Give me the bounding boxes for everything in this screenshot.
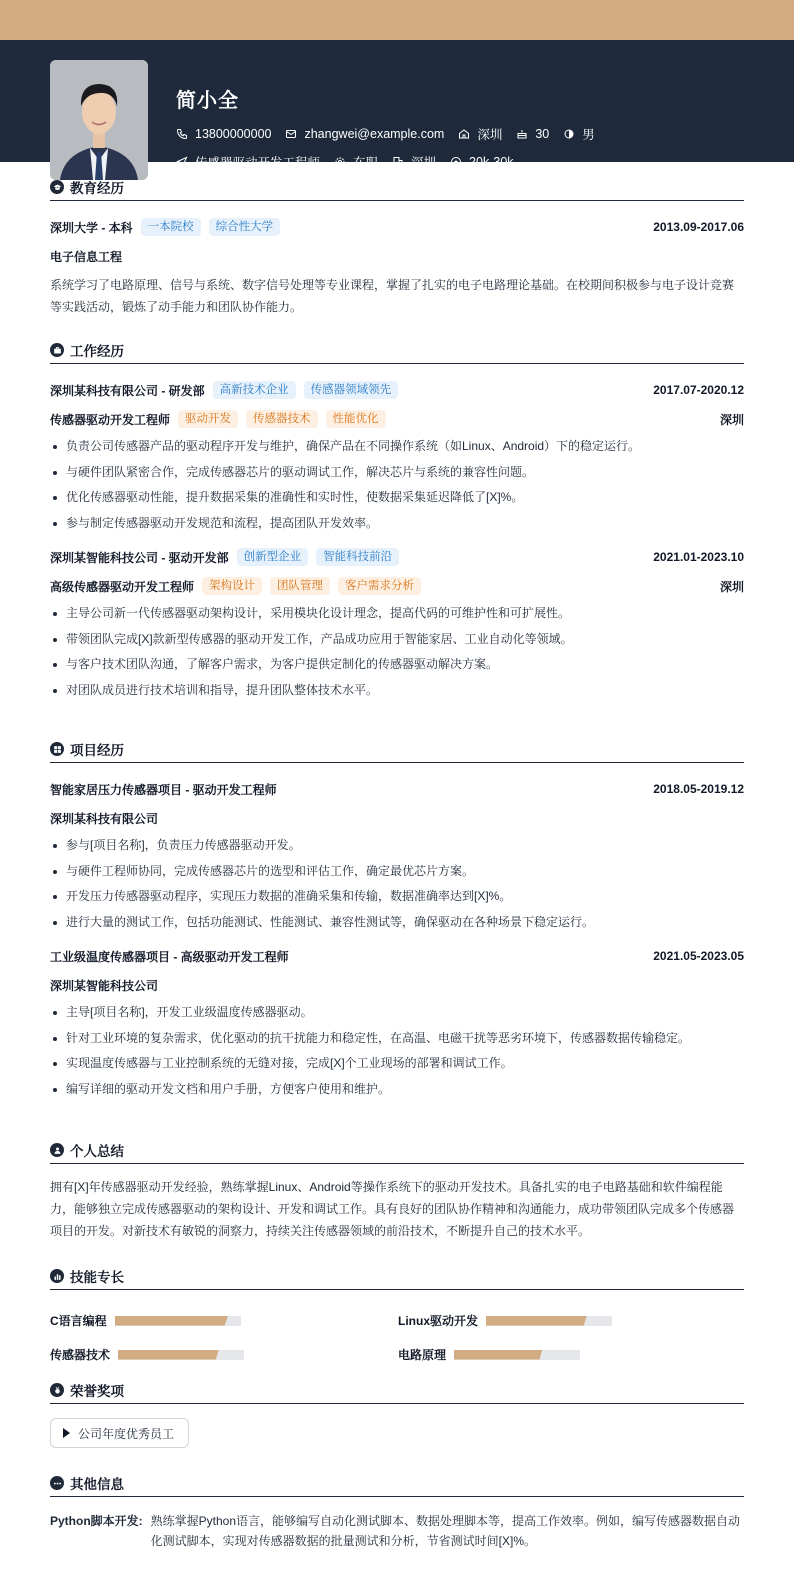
section-title: 个人总结 xyxy=(70,1144,124,1159)
role-tag: 架构设计 xyxy=(202,577,262,595)
section-header xyxy=(50,739,744,763)
education-section xyxy=(50,177,744,318)
send-icon xyxy=(176,156,188,168)
section-title: 其他信息 xyxy=(70,1477,124,1492)
section-title: 技能专长 xyxy=(70,1270,124,1285)
list-item: 进行大量的测试工作，包括功能测试、性能测试、兼容性测试等，确保驱动在各种场景下稳定运行。 xyxy=(50,910,744,936)
user-icon xyxy=(50,1143,64,1157)
home-icon xyxy=(458,128,470,140)
award-label: 公司年度优秀员工 xyxy=(78,1426,175,1441)
list-item: 与硬件团队紧密合作，完成传感器芯片的驱动调试工作，解决芯片与系统的兼容性问题。 xyxy=(50,460,744,486)
job-intent-row xyxy=(176,153,528,171)
list-item: 开发压力传感器驱动程序，实现压力数据的准确采集和传输，数据准确率达到[X]%。 xyxy=(50,884,744,910)
phone-text: 13800000000 xyxy=(195,127,272,141)
skill-name: 电路原理 xyxy=(398,1348,447,1362)
company-tag: 高新技术企业 xyxy=(213,381,296,399)
other-text: 熟练掌握Python语言，能够编写自动化测试脚本、数据处理脚本等，提高工作效率。例如，编写传感器数据自动化测试脚本，实现对传感器数据的批量测试和分析，节省测试时间[X]%。 xyxy=(150,1514,741,1548)
salary-text: 20k-30k xyxy=(469,155,514,169)
project-entry xyxy=(50,779,744,935)
avatar xyxy=(50,60,148,180)
skill-bar xyxy=(454,1350,580,1360)
phone-icon xyxy=(176,128,188,140)
section-title: 项目经历 xyxy=(70,743,124,758)
work-location: 深圳 xyxy=(719,579,744,594)
role-tag: 传感器技术 xyxy=(246,410,318,428)
project-company: 深圳某科技有限公司 xyxy=(50,811,159,826)
contact-row xyxy=(176,125,609,143)
other-item xyxy=(50,1511,744,1551)
job-title-text: 传感器驱动开发工程师 xyxy=(195,156,321,170)
section-title: 工作经历 xyxy=(70,344,124,359)
role-tag: 驱动开发 xyxy=(178,410,238,428)
project-row xyxy=(50,779,744,799)
work-date: 2017.07-2020.12 xyxy=(653,383,744,397)
play-icon xyxy=(63,1428,70,1438)
list-item: 实现温度传感器与工业控制系统的无缝对接，完成[X]个工业现场的部署和调试工作。 xyxy=(50,1051,744,1077)
awards-section xyxy=(50,1380,744,1448)
skill-name: C语言编程 xyxy=(50,1314,107,1328)
company-tag: 创新型企业 xyxy=(237,548,309,566)
school-tag: 一本院校 xyxy=(141,218,201,236)
project-company: 深圳某智能科技公司 xyxy=(50,978,159,993)
section-header xyxy=(50,340,744,364)
dots-icon xyxy=(50,1476,64,1490)
project-row xyxy=(50,946,744,966)
list-item: 参与制定传感器驱动开发规范和流程，提高团队开发效率。 xyxy=(50,511,744,537)
project-entry xyxy=(50,946,744,1102)
job-title-item xyxy=(176,153,320,171)
projects-section xyxy=(50,739,744,1102)
education-row xyxy=(50,217,744,237)
age-item xyxy=(516,127,549,141)
gender-item xyxy=(563,125,595,143)
other-section xyxy=(50,1473,744,1551)
list-item: 编写详细的驱动开发文档和用户手册，方便客户使用和维护。 xyxy=(50,1077,744,1103)
list-item: 针对工业环境的复杂需求，优化驱动的抗干扰能力和稳定性，在高温、电磁干扰等恶劣环境下，传感器数据传输稳定。 xyxy=(50,1026,744,1052)
list-item: 负责公司传感器产品的驱动程序开发与维护，确保产品在不同操作系统（如Linux、Android）下的稳定运行。 xyxy=(50,434,744,460)
section-header xyxy=(50,1140,744,1164)
company-name: 深圳某科技有限公司 - 研发部 xyxy=(50,383,205,398)
gender-text: 男 xyxy=(582,128,595,142)
summary-section xyxy=(50,1140,744,1242)
city-text: 深圳 xyxy=(477,128,503,142)
skill-name: Linux驱动开发 xyxy=(398,1314,478,1328)
summary-text: 拥有[X]年传感器驱动开发经验，熟练掌握Linux、Android等操作系统下的驱动开发技术。具备扎实的电子电路基础和软件编程能力，能够独立完成传感器驱动的架构设计、开发和调试工作。具有良好的团队协作精神和沟通能力，成功带领团队完成多个传感器项目的开发。对新技术有敏锐的洞察力，持续关注传感器领域的前沿技术，不断提升自己的技术水平。 xyxy=(50,1180,735,1238)
company-row xyxy=(50,547,744,567)
mail-icon xyxy=(285,128,297,140)
list-item: 参与[项目名称]，负责压力传感器驱动开发。 xyxy=(50,833,744,859)
gear-icon xyxy=(334,156,346,168)
city-item xyxy=(458,125,502,143)
top-accent-bar xyxy=(0,0,794,40)
work-entry xyxy=(50,380,744,536)
skill-fill xyxy=(115,1316,228,1326)
status-item xyxy=(334,153,378,171)
education-date: 2013.09-2017.06 xyxy=(653,220,744,234)
role-row xyxy=(50,576,744,596)
list-item: 带领团队完成[X]款新型传感器的驱动开发工作，产品成功应用于智能家居、工业自动化等领域。 xyxy=(50,627,744,653)
section-header xyxy=(50,1380,744,1404)
work-city-text: 深圳 xyxy=(411,156,437,170)
medal-icon xyxy=(50,1383,64,1397)
skill-bar xyxy=(118,1350,244,1360)
skill-fill xyxy=(118,1350,219,1360)
project-title: 智能家居压力传感器项目 - 驱动开发工程师 xyxy=(50,782,277,797)
section-header xyxy=(50,1266,744,1290)
project-bullets xyxy=(50,833,744,935)
role-tag: 客户需求分析 xyxy=(338,577,421,595)
salary-item xyxy=(450,155,513,169)
age-text: 30 xyxy=(535,127,550,141)
coin-icon xyxy=(450,156,462,168)
section-header xyxy=(50,1473,744,1497)
skill-bar xyxy=(486,1316,612,1326)
work-section xyxy=(50,340,744,703)
major-name: 电子信息工程 xyxy=(50,249,123,264)
education-description: 系统学习了电路原理、信号与系统、数字信号处理等专业课程，掌握了扎实的电子电路理论基础。在校期间积极参与电子设计竞赛等实践活动，锻炼了动手能力和团队协作能力。 xyxy=(50,278,735,314)
major-row xyxy=(50,246,744,266)
candidate-name: 简小全 xyxy=(176,90,239,112)
section-title: 教育经历 xyxy=(70,181,124,196)
work-city-item xyxy=(392,153,436,171)
skill-bar xyxy=(115,1316,241,1326)
project-date: 2021.05-2023.05 xyxy=(653,949,744,963)
briefcase-icon xyxy=(50,343,64,357)
school-tag: 综合性大学 xyxy=(209,218,281,236)
company-name: 深圳某智能科技公司 - 驱动开发部 xyxy=(50,550,229,565)
project-date: 2018.05-2019.12 xyxy=(653,782,744,796)
cake-icon xyxy=(516,128,528,140)
project-company-row xyxy=(50,975,744,995)
award-chip[interactable] xyxy=(50,1418,189,1448)
other-label: Python脚本开发: xyxy=(50,1514,143,1528)
role-tag: 团队管理 xyxy=(270,577,330,595)
list-item: 与客户技术团队沟通，了解客户需求，为客户提供定制化的传感器驱动解决方案。 xyxy=(50,652,744,678)
company-tag: 智能科技前沿 xyxy=(316,548,399,566)
skill-fill xyxy=(454,1350,542,1360)
project-bullets xyxy=(50,1000,744,1102)
role-row xyxy=(50,409,744,429)
section-header xyxy=(50,177,744,201)
work-bullets xyxy=(50,601,744,703)
company-tag: 传感器领域领先 xyxy=(304,381,399,399)
phone-item xyxy=(176,127,271,141)
role-tag: 性能优化 xyxy=(326,410,386,428)
profile-header xyxy=(0,40,794,170)
work-entry xyxy=(50,547,744,703)
email-text: zhangwei@example.com xyxy=(304,127,445,141)
skill-item xyxy=(50,1312,241,1329)
section-title: 荣誉奖项 xyxy=(70,1384,124,1399)
work-date: 2021.01-2023.10 xyxy=(653,550,744,564)
role-name: 传感器驱动开发工程师 xyxy=(50,412,171,427)
skill-item xyxy=(398,1346,580,1363)
list-item: 优化传感器驱动性能，提升数据采集的准确性和实时性，使数据采集延迟降低了[X]%。 xyxy=(50,485,744,511)
skill-name: 传感器技术 xyxy=(50,1348,111,1362)
skills-section xyxy=(50,1266,744,1376)
graduation-cap-icon xyxy=(50,180,64,194)
building-icon xyxy=(392,156,404,168)
project-title: 工业级温度传感器项目 - 高级驱动开发工程师 xyxy=(50,949,289,964)
role-name: 高级传感器驱动开发工程师 xyxy=(50,579,195,594)
status-text: 在职 xyxy=(353,156,379,170)
work-bullets xyxy=(50,434,744,536)
project-company-row xyxy=(50,808,744,828)
skill-item xyxy=(50,1346,244,1363)
gender-icon xyxy=(563,128,575,140)
bar-chart-icon xyxy=(50,1269,64,1283)
skill-item xyxy=(398,1312,612,1329)
list-item: 对团队成员进行技术培训和指导，提升团队整体技术水平。 xyxy=(50,678,744,704)
grid-icon xyxy=(50,742,64,756)
skill-fill xyxy=(486,1316,587,1326)
email-item xyxy=(285,127,444,141)
company-row xyxy=(50,380,744,400)
list-item: 主导[项目名称]，开发工业级温度传感器驱动。 xyxy=(50,1000,744,1026)
list-item: 主导公司新一代传感器驱动架构设计，采用模块化设计理念，提高代码的可维护性和可扩展性。 xyxy=(50,601,744,627)
school-name: 深圳大学 - 本科 xyxy=(50,220,133,235)
list-item: 与硬件工程师协同，完成传感器芯片的选型和评估工作，确定最优芯片方案。 xyxy=(50,859,744,885)
work-location: 深圳 xyxy=(719,412,744,427)
